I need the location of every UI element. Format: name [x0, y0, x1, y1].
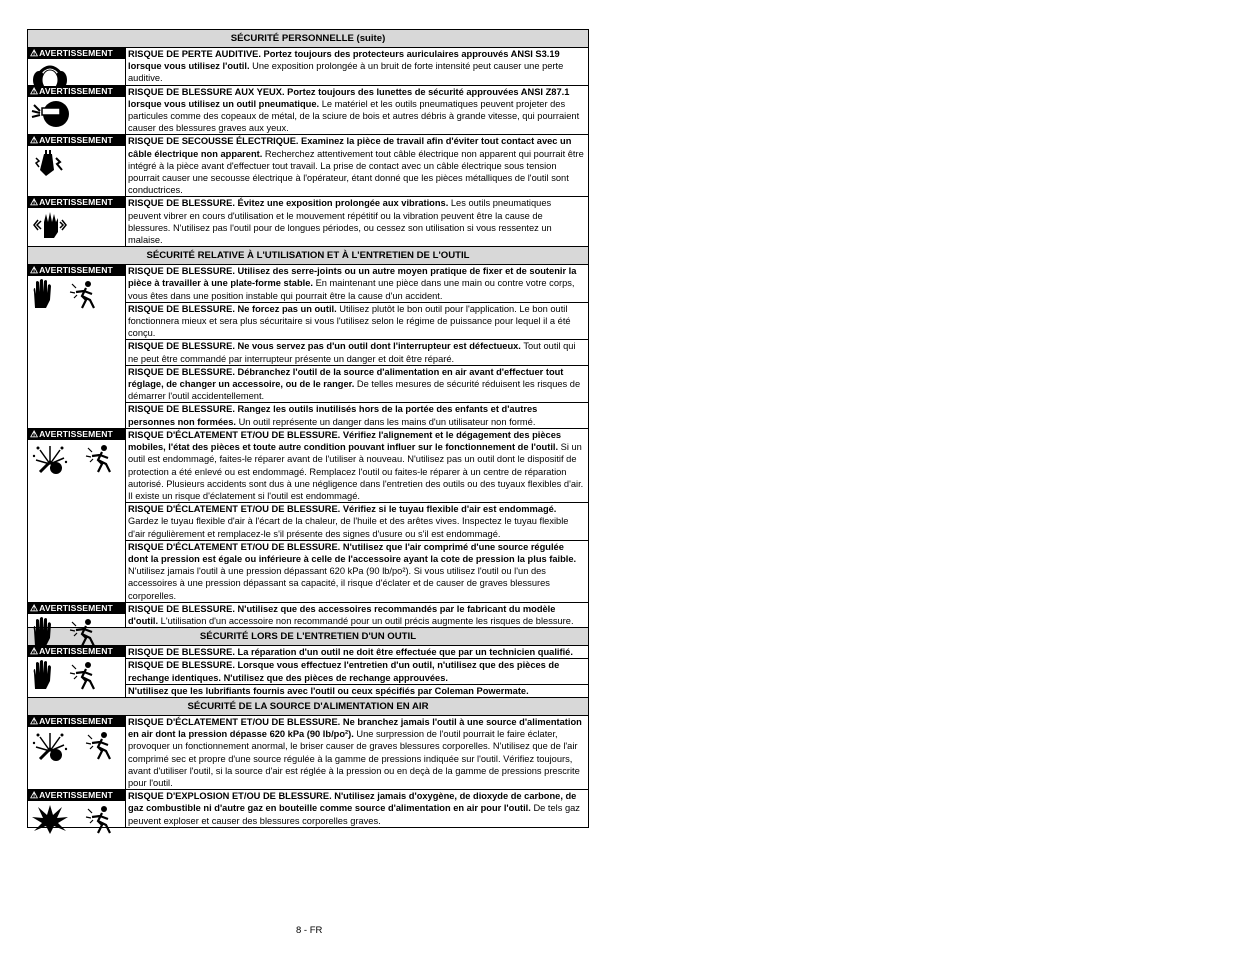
- warning-icon-cell: [28, 265, 126, 428]
- warning-lead: RISQUE DE SECOUSSE ÉLECTRIQUE. Examinez la pièce de travail afin d'éviter tout contact avec un câble électrique non apparent.: [128, 136, 572, 159]
- warning-text-cell: [126, 265, 588, 428]
- warning-lead: RISQUE DE BLESSURE. Évitez une exposition prolongée aux vibrations.: [128, 198, 449, 209]
- warning-icon-cell: [28, 603, 126, 627]
- avertissement-label: [28, 429, 125, 440]
- warning-lead: RISQUE D'ÉCLATEMENT ET/OU DE BLESSURE. Vérifiez l'alignement et le dégagement des pièces mobiles, l'état des pièces et toute autre condition pouvant influer sur le fonctionnement de l'outil.: [128, 429, 562, 453]
- warning-lead: RISQUE DE BLESSURE. Rangez les outils inutilisés hors de la portée des enfants et d'autres personnes non formées.: [128, 404, 538, 427]
- warning-text-cell: [126, 790, 588, 827]
- warning-body: De tels gaz peuvent exploser et causer des blessures corporelles graves.: [128, 803, 580, 826]
- warning-paragraph: [126, 339, 588, 364]
- warning-body: Utilisez plutôt le bon outil pour l'application. Le bon outil fonctionnera mieux et sera plus sécuritaire si vous l'utilisez selon le régime de puissance pour lequel il a été conçu.: [128, 303, 571, 339]
- stop-hand-icon: [30, 616, 54, 648]
- warning-paragraph: [126, 135, 588, 196]
- burst-debris-icon: [30, 442, 70, 474]
- injury-person-icon: [68, 278, 98, 310]
- warning-body: En maintenant une pièce dans une main ou contre votre corps, vous êtes dans une position instable qui pourrait être la cause d'un accident.: [128, 278, 575, 301]
- avertissement-label: [28, 86, 125, 97]
- avertissement-text: AVERTISSEMENT: [39, 790, 113, 801]
- warning-text-cell: [126, 603, 588, 627]
- warning-paragraph: [126, 48, 588, 85]
- warning-lead: RISQUE D'EXPLOSION ET/OU DE BLESSURE. N'utilisez jamais d'oxygène, de dioxyde de carbone, de gaz combustible ni d'autre gaz en bouteille comme source d'alimentation en air pour l'outil.: [128, 791, 577, 814]
- warning-lead: RISQUE DE PERTE AUDITIVE. Portez toujours des protecteurs auriculaires approuvés ANSI S3.19 lorsque vous utilisez l'outil.: [128, 49, 560, 72]
- warning-paragraph: [126, 197, 588, 246]
- warning-text-cell: [126, 48, 588, 85]
- avertissement-label: [28, 646, 125, 657]
- warning-triangle-icon: ⚠: [30, 602, 39, 613]
- burst-debris-icon: [30, 729, 70, 761]
- warning-row: [27, 429, 589, 603]
- electric-shock-icon: [30, 148, 70, 178]
- warning-triangle-icon: ⚠: [30, 265, 39, 276]
- warning-body: N'utilisez jamais l'outil à une pression dépassant 620 kPa (90 lb/po²). Si vous utilisez l'outil ou l'un des accessoires à une pression dépassant sa capacité, il risque d'éclater et de causer de graves blessures corporelles.: [128, 566, 550, 601]
- page-number: 8 - FR: [296, 925, 323, 936]
- warning-paragraph: [126, 790, 588, 827]
- warning-body: Recherchez attentivement tout câble électrique non apparent qui pourrait être intégré à la pièce avant d'effectuer tout travail. La prise de contact avec un câble électrique sous tension pourrait causer une secousse électrique à l'opérateur, étant donné que les pièces métalliques de l'outil sont conductrices.: [128, 148, 584, 196]
- injury-person-icon: [84, 442, 114, 474]
- avertissement-text: AVERTISSEMENT: [39, 85, 113, 96]
- warning-row: [27, 48, 589, 86]
- warning-body: De telles mesures de sécurité réduisent les risques de démarrer l'outil accidentellement.: [128, 379, 581, 402]
- warning-text-cell: [126, 197, 588, 246]
- warning-row: [27, 790, 589, 828]
- warning-triangle-icon: ⚠: [30, 790, 39, 801]
- avertissement-label: [28, 716, 125, 727]
- warning-icon-cell: [28, 790, 126, 827]
- safety-document: [27, 29, 589, 828]
- warning-paragraph: [126, 429, 588, 502]
- avertissement-text: AVERTISSEMENT: [39, 265, 113, 276]
- warning-row: [27, 135, 589, 197]
- warning-icon-cell: [28, 197, 126, 246]
- warning-icon-cell: [28, 48, 126, 85]
- vibration-hand-icon: [30, 210, 70, 240]
- warning-paragraph: [126, 86, 588, 135]
- warning-triangle-icon: ⚠: [30, 646, 39, 657]
- warning-text-cell: [126, 716, 588, 789]
- warning-body: Gardez le tuyau flexible d'air à l'écart de la chaleur, de l'huile et des arêtes vives. Inspectez le tuyau flexible d'air régulièrement et remplacez-le s'il présente des signes d'usure ou s'il est endommagé.: [128, 516, 569, 539]
- warning-icon-cell: [28, 135, 126, 196]
- warning-paragraph: [126, 365, 588, 403]
- warning-lead: RISQUE D'ÉCLATEMENT ET/OU DE BLESSURE. N'utilisez que l'air comprimé d'une source régulée dont la pression est égale ou inférieure à celle de l'accessoire ayant la cote de pression la plus faible.: [128, 541, 577, 564]
- section-header: SÉCURITÉ LORS DE L'ENTRETIEN D'UN OUTIL: [27, 628, 589, 646]
- section-header: SÉCURITÉ PERSONNELLE (suite): [27, 29, 589, 48]
- warning-body: Tout outil qui ne peut être commandé par interrupteur présente un danger et doit être réparé.: [128, 341, 576, 364]
- warning-paragraph: [126, 646, 588, 658]
- warning-text-cell: [126, 86, 588, 135]
- warning-triangle-icon: ⚠: [30, 85, 39, 96]
- warning-lead: RISQUE DE BLESSURE. Lorsque vous effectuez l'entretien d'un outil, n'utilisez que des pièces de rechange identiques. N'utilisez que des pièces de rechange approuvées.: [128, 660, 560, 683]
- warning-paragraph: [126, 265, 588, 302]
- warning-paragraph: [126, 402, 588, 427]
- warning-body: Une surpression de l'outil pourrait le faire éclater, provoquer un fonctionnement anormal, le briser causer de graves blessures corporelles. N'utilisez que de l'air comprimé sec et propre d'une source régulée à la gamme de pressions indiquée sur l'outil. Vérifiez toujours, avant d'utiliser l'outil, si la source d'air est réglée à la pression ou en deçà de la gamme de pressions prescrite pour l'outil.: [128, 729, 580, 788]
- warning-lead: RISQUE DE BLESSURE. Débranchez l'outil de la source d'alimentation en air avant d'effectuer tout réglage, de changer un accessoire, ou de le ranger.: [128, 366, 564, 390]
- warning-paragraph: [126, 302, 588, 340]
- warning-triangle-icon: ⚠: [30, 715, 39, 726]
- eye-protection-icon: [30, 99, 70, 129]
- injury-person-icon: [68, 659, 98, 691]
- warning-lead: RISQUE D'ÉCLATEMENT ET/OU DE BLESSURE. Ne branchez jamais l'outil à une source d'alimentation en air dont la pression dépasse 620 kPa (90 lb/po²).: [128, 716, 582, 740]
- warning-text-cell: [126, 429, 588, 602]
- injury-person-icon: [68, 616, 98, 648]
- avertissement-text: AVERTISSEMENT: [39, 602, 113, 613]
- warning-text-cell: [126, 135, 588, 196]
- avertissement-text: AVERTISSEMENT: [39, 48, 113, 58]
- warning-body: Une exposition prolongée à un bruit de forte intensité peut causer une perte auditive.: [128, 61, 564, 84]
- warning-paragraph: [126, 540, 588, 602]
- warning-triangle-icon: ⚠: [30, 197, 39, 208]
- stop-hand-icon: [30, 278, 54, 310]
- warning-lead: RISQUE D'ÉCLATEMENT ET/OU DE BLESSURE. Vérifiez si le tuyau flexible d'air est endommagé.: [128, 504, 557, 515]
- avertissement-label: [28, 265, 125, 276]
- warning-paragraph: [126, 603, 588, 627]
- warning-body: Un outil représente un danger dans les mains d'un utilisateur non formé.: [235, 416, 536, 427]
- avertissement-text: AVERTISSEMENT: [39, 715, 113, 726]
- avertissement-label: [28, 197, 125, 208]
- warning-row: [27, 716, 589, 790]
- warning-lead: RISQUE DE BLESSURE. N'utilisez que des accessoires recommandés par le fabricant du modèle d'outil.: [128, 603, 556, 626]
- warning-icon-cell: [28, 646, 126, 697]
- section-header: SÉCURITÉ RELATIVE À L'UTILISATION ET À L'ENTRETIEN DE L'OUTIL: [27, 247, 589, 265]
- warning-paragraph: [126, 684, 588, 697]
- warning-icon-cell: [28, 716, 126, 789]
- warning-icon-cell: [28, 86, 126, 135]
- warning-triangle-icon: ⚠: [30, 48, 39, 58]
- avertissement-text: AVERTISSEMENT: [39, 197, 113, 208]
- avertissement-label: [28, 135, 125, 146]
- warning-triangle-icon: ⚠: [30, 428, 39, 439]
- avertissement-label: [28, 790, 125, 801]
- explosion-icon: [30, 803, 70, 835]
- warning-paragraph: [126, 502, 588, 540]
- warning-text-cell: [126, 646, 588, 697]
- warning-lead: RISQUE DE BLESSURE AUX YEUX. Portez toujours des lunettes de sécurité approuvées ANSI Z87.1 lorsque vous utilisez un outil pneumatique.: [128, 86, 570, 109]
- warning-body: L'utilisation d'un accessoire non recommandé pour un outil précis augmente les risques de blessure.: [158, 615, 574, 626]
- warning-row: [27, 86, 589, 136]
- warning-lead: RISQUE DE BLESSURE. Ne forcez pas un outil.: [128, 303, 337, 314]
- section-header: SÉCURITÉ DE LA SOURCE D'ALIMENTATION EN AIR: [27, 698, 589, 716]
- warning-lead: RISQUE DE BLESSURE. Ne vous servez pas d'un outil dont l'interrupteur est défectueux.: [128, 341, 521, 352]
- warning-icon-cell: [28, 429, 126, 602]
- avertissement-text: AVERTISSEMENT: [39, 135, 113, 146]
- warning-row: [27, 197, 589, 247]
- warning-lead: RISQUE DE BLESSURE. Utilisez des serre-joints ou un autre moyen pratique de fixer et de soutenir la pièce à travailler à une plate-forme stable.: [128, 266, 577, 289]
- warning-paragraph: [126, 658, 588, 683]
- stop-hand-icon: [30, 659, 54, 691]
- warning-paragraph: [126, 716, 588, 789]
- injury-person-icon: [84, 803, 114, 835]
- warning-body: Le matériel et les outils pneumatiques peuvent projeter des particules comme des copeaux de métal, de la sciure de bois et autres débris à grande vitesse, qui pourraient causer des blessures graves aux yeux.: [128, 98, 580, 134]
- avertissement-text: AVERTISSEMENT: [39, 428, 113, 439]
- warning-row: [27, 265, 589, 429]
- avertissement-label: [28, 603, 125, 614]
- warning-body: Si un outil est endommagé, faites-le réparer avant de l'utiliser à nouveau. N'utilisez pas un outil dont le dispositif de protection a été enlevé ou est endommagé. Remplacez l'outil ou faites-le réparer à un centre de réparation autorisé. Plusieurs accidents sont dus à une négligence dans l'entretien des outils ou des tuyaux flexibles d'air. Il existe un risque d'éclatement si l'outil est endommagé.: [128, 442, 584, 501]
- injury-person-icon: [84, 729, 114, 761]
- warning-row: [27, 603, 589, 628]
- warning-body: Les outils pneumatiques peuvent vibrer en cours d'utilisation et le mouvement répétitif ou la vibration peuvent être la cause de blessures. N'utilisez pas l'outil pour de longues périodes, ou cessez son utilisation si vous ressentez un malaise.: [128, 198, 552, 246]
- warning-row: [27, 646, 589, 698]
- warning-lead: N'utilisez que les lubrifiants fournis avec l'outil ou ceux spécifiés par Coleman Powermate.: [128, 685, 529, 696]
- avertissement-text: AVERTISSEMENT: [39, 646, 113, 657]
- warning-lead: RISQUE DE BLESSURE. La réparation d'un outil ne doit être effectuée que par un technicien qualifié.: [128, 647, 573, 658]
- warning-triangle-icon: ⚠: [30, 135, 39, 146]
- avertissement-label: [28, 48, 125, 59]
